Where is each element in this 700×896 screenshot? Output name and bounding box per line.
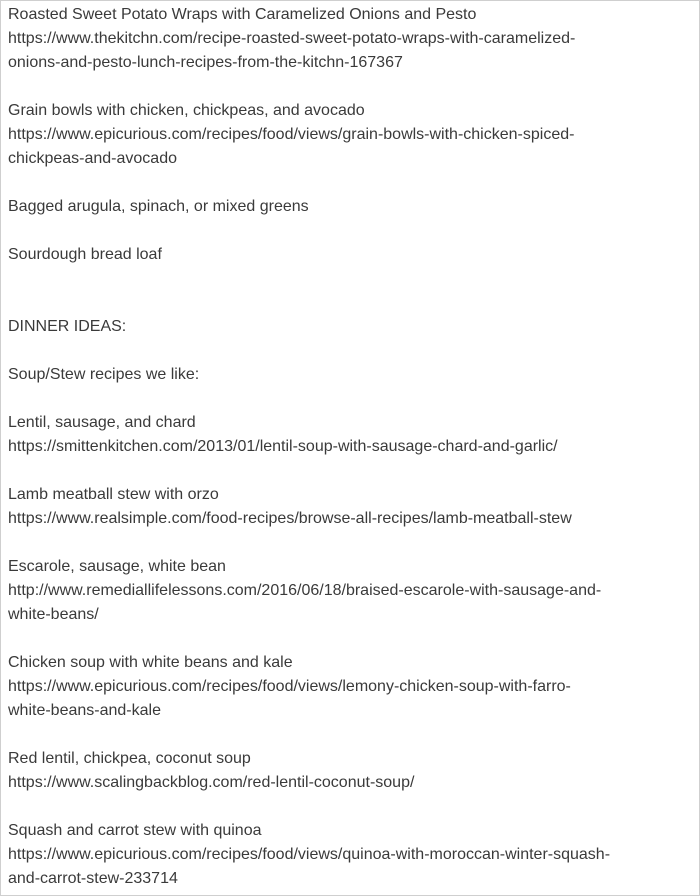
subsection-heading: Soup/Stew recipes we like:	[8, 366, 200, 383]
recipe-block	[8, 3, 693, 75]
recipe-url-line: https://www.realsimple.com/food-recipes/browse-all-recipes/lamb-meatball-stew	[8, 510, 572, 527]
recipe-url-line: http://www.remediallifelessons.com/2016/06/18/braised-escarole-with-sausage-and-	[8, 582, 602, 599]
recipe-url-line: https://www.epicurious.com/recipes/food/views/grain-bowls-with-chicken-spiced-	[8, 126, 575, 143]
grocery-item: Bagged arugula, spinach, or mixed greens	[8, 198, 309, 215]
recipe-url-line: white-beans-and-kale	[8, 702, 161, 719]
recipe-block	[8, 99, 693, 171]
recipe-block	[8, 555, 693, 627]
recipe-block	[8, 819, 693, 891]
recipe-title: Chicken soup with white beans and kale	[8, 654, 293, 671]
recipe-url-line: https://www.scalingbackblog.com/red-lentil-coconut-soup/	[8, 774, 415, 791]
recipe-url-line: https://smittenkitchen.com/2013/01/lentil-soup-with-sausage-chard-and-garlic/	[8, 438, 558, 455]
recipe-url-line: onions-and-pesto-lunch-recipes-from-the-kitchn-167367	[8, 54, 403, 71]
recipe-url-line: https://www.thekitchn.com/recipe-roasted-sweet-potato-wraps-with-caramelized-	[8, 30, 576, 47]
recipe-title: Roasted Sweet Potato Wraps with Caramelized Onions and Pesto	[8, 6, 477, 23]
recipe-block	[8, 747, 693, 795]
recipe-title: Lamb meatball stew with orzo	[8, 486, 219, 503]
section-heading-block	[8, 315, 693, 339]
recipe-url-line: https://www.epicurious.com/recipes/food/views/lemony-chicken-soup-with-farro-	[8, 678, 571, 695]
recipe-title: Squash and carrot stew with quinoa	[8, 822, 262, 839]
recipe-block	[8, 483, 693, 531]
recipe-block	[8, 411, 693, 459]
recipe-url-line: chickpeas-and-avocado	[8, 150, 177, 167]
recipe-url-line: white-beans/	[8, 606, 99, 623]
recipe-title: Lentil, sausage, and chard	[8, 414, 196, 431]
recipe-url-line: and-carrot-stew-233714	[8, 870, 178, 887]
grocery-item-block	[8, 243, 693, 267]
recipe-title: Escarole, sausage, white bean	[8, 558, 226, 575]
subsection-heading-block	[8, 363, 693, 387]
recipe-title: Grain bowls with chicken, chickpeas, and avocado	[8, 102, 365, 119]
recipe-block	[8, 651, 693, 723]
grocery-item-block	[8, 195, 693, 219]
grocery-item: Sourdough bread loaf	[8, 246, 162, 263]
recipe-url-line: https://www.epicurious.com/recipes/food/views/quinoa-with-moroccan-winter-squash-	[8, 846, 611, 863]
recipe-title: Red lentil, chickpea, coconut soup	[8, 750, 251, 767]
section-heading: DINNER IDEAS:	[8, 318, 127, 335]
